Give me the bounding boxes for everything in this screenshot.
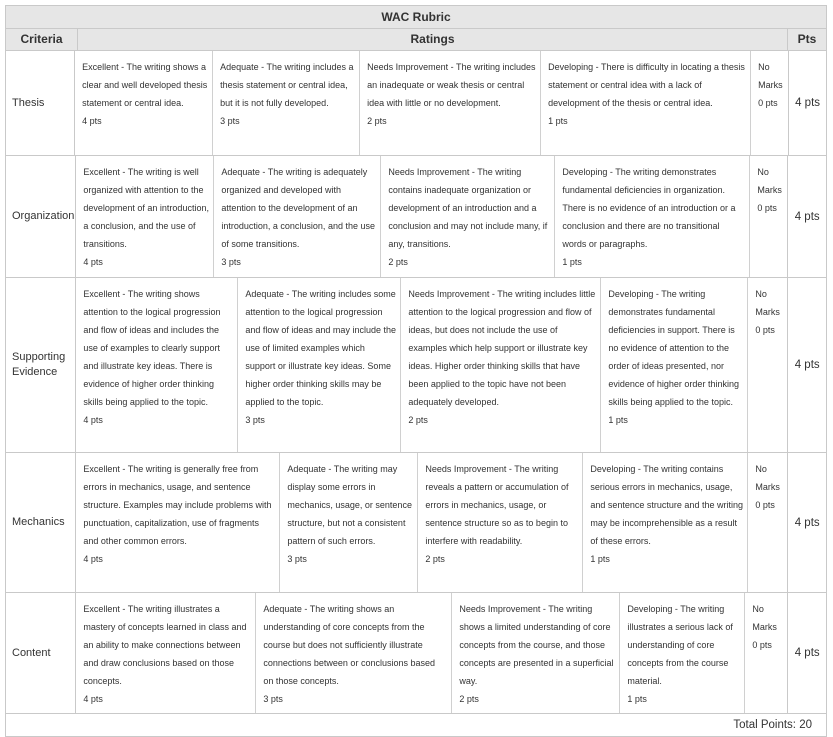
- rating-description: Adequate - The writing includes a thesis statement or central idea, but it is not fully developed.: [220, 62, 354, 108]
- rating-description: Adequate - The writing is adequately organized and developed with attention to the development of an introduction, a conclusion, and the use of some transitions.: [221, 167, 375, 249]
- rubric-row: [6, 278, 826, 453]
- ratings-group: [75, 51, 789, 155]
- rating-description: Excellent - The writing illustrates a mastery of concepts learned in class and an ability to make connections between and draw conclusions based on those concepts.: [83, 604, 247, 686]
- rating-excellent: [76, 156, 214, 277]
- rating-points: 0 pts: [755, 325, 775, 335]
- rating-description: No Marks: [758, 62, 783, 90]
- rating-points: 2 pts: [408, 415, 428, 425]
- rating-needs-improvement: [381, 156, 555, 277]
- rating-excellent: [75, 51, 213, 155]
- rating-developing: [555, 156, 750, 277]
- criterion-mechanics: Mechanics: [6, 453, 76, 592]
- rating-points: 3 pts: [287, 554, 307, 564]
- rating-adequate: [213, 51, 360, 155]
- rating-no-marks: [750, 156, 787, 277]
- criterion-content: Content: [6, 593, 76, 713]
- rating-description: Needs Improvement - The writing includes little attention to the logical progression and flow of ideas, but does not include the use of examples which help support or illustrate key ideas. Higher order thinking skills that have been applied to the topic have not been adequately developed.: [408, 289, 596, 407]
- rating-adequate: [214, 156, 381, 277]
- rating-description: Developing - The writing contains serious errors in mechanics, usage, and sentence structure and the writing may be incomprehensible as a result of these errors.: [590, 464, 743, 546]
- rating-points: 1 pts: [627, 694, 647, 704]
- rating-no-marks: [745, 593, 787, 713]
- rating-no-marks: [748, 453, 787, 592]
- header-pts: Pts: [797, 32, 817, 46]
- rating-description: Needs Improvement - The writing shows a limited understanding of core concepts from the course, and those concepts are presented in a superficial way.: [459, 604, 614, 686]
- criterion-points: 4 pts: [794, 359, 820, 371]
- rating-points: 4 pts: [83, 554, 103, 564]
- rating-description: Adequate - The writing includes some attention to the logical progression and flow of ideas and may include the use of limited examples which support or illustrate key ideas. Some higher order thinking skills may be applied to the topic.: [245, 289, 396, 407]
- rubric-title: WAC Rubric: [6, 6, 826, 29]
- rubric-row: [6, 156, 826, 278]
- rating-excellent: [76, 453, 280, 592]
- rating-needs-improvement: [360, 51, 541, 155]
- rating-points: 3 pts: [245, 415, 265, 425]
- rating-developing: [620, 593, 745, 713]
- rating-description: Adequate - The writing may display some errors in mechanics, usage, or sentence structure, but not a consistent pattern of such errors.: [287, 464, 412, 546]
- rubric-table: [5, 5, 827, 737]
- rating-adequate: [280, 453, 418, 592]
- rating-needs-improvement: [452, 593, 620, 713]
- rating-points: 0 pts: [757, 203, 777, 213]
- rating-excellent: [76, 593, 256, 713]
- criterion-organization: Organization: [6, 156, 76, 277]
- rubric-row: [6, 593, 826, 714]
- rating-description: No Marks: [757, 167, 782, 195]
- rating-description: Needs Improvement - The writing reveals a pattern or accumulation of errors in mechanics, usage, or sentence structure so as to begin to interfere with readability.: [425, 464, 569, 546]
- header-row: [6, 29, 826, 51]
- ratings-group: [76, 278, 788, 452]
- rating-needs-improvement: [418, 453, 583, 592]
- rating-adequate: [256, 593, 452, 713]
- rating-adequate: [238, 278, 401, 452]
- rating-description: Developing - The writing illustrates a serious lack of understanding of core concepts from the course material.: [627, 604, 733, 686]
- criterion-points: 4 pts: [795, 97, 821, 109]
- rating-description: No Marks: [752, 604, 777, 632]
- rating-points: 1 pts: [548, 116, 568, 126]
- rating-points: 3 pts: [220, 116, 240, 126]
- rating-points: 3 pts: [263, 694, 283, 704]
- rating-description: Adequate - The writing shows an understanding of core concepts from the course but does not sufficiently illustrate connections between or conclusions based on those concepts.: [263, 604, 435, 686]
- rating-points: 1 pts: [562, 257, 582, 267]
- rating-developing: [601, 278, 748, 452]
- rating-no-marks: [751, 51, 788, 155]
- rating-description: Developing - The writing demonstrates fundamental deficiencies in organization. There is no evidence of an introduction or a conclusion and there are no transitional words or paragraphs.: [562, 167, 736, 249]
- rating-points: 2 pts: [459, 694, 479, 704]
- rating-points: 3 pts: [221, 257, 241, 267]
- ratings-group: [76, 593, 788, 713]
- criterion-points: 4 pts: [794, 647, 820, 659]
- rating-points: 0 pts: [752, 640, 772, 650]
- rating-points: 1 pts: [608, 415, 628, 425]
- rating-points: 4 pts: [83, 257, 103, 267]
- total-points: Total Points: 20: [733, 719, 812, 731]
- rating-description: Needs Improvement - The writing includes an inadequate or weak thesis or central idea with little or no development.: [367, 62, 536, 108]
- rubric-row: [6, 51, 826, 156]
- criterion-supporting-evidence: Supporting Evidence: [6, 278, 76, 452]
- rating-description: Excellent - The writing is well organized with attention to the development of an introduction, a conclusion, and the use of transitions.: [83, 167, 209, 249]
- rating-points: 0 pts: [758, 98, 778, 108]
- rating-points: 4 pts: [83, 415, 103, 425]
- rating-points: 2 pts: [367, 116, 387, 126]
- rubric-rows: [6, 51, 826, 714]
- rating-needs-improvement: [401, 278, 601, 452]
- rating-description: No Marks: [755, 289, 780, 317]
- header-criteria: Criteria: [6, 29, 78, 50]
- ratings-group: [76, 453, 788, 592]
- rating-description: No Marks: [755, 464, 780, 492]
- rating-description: Needs Improvement - The writing contains inadequate organization or development of an introduction and a conclusion and may not include many, if any, transitions.: [388, 167, 548, 249]
- rubric-row: [6, 453, 826, 593]
- rating-description: Excellent - The writing shows a clear and well developed thesis statement or central idea.: [82, 62, 208, 108]
- rating-developing: [541, 51, 751, 155]
- criterion-thesis: Thesis: [6, 51, 75, 155]
- rating-points: 4 pts: [83, 694, 103, 704]
- rating-points: 0 pts: [755, 500, 775, 510]
- criterion-points: 4 pts: [794, 210, 820, 223]
- rating-excellent: [76, 278, 238, 452]
- header-ratings: Ratings: [78, 29, 788, 50]
- rating-points: 4 pts: [82, 116, 102, 126]
- rating-description: Excellent - The writing is generally free from errors in mechanics, usage, and sentence structure. Examples may include problems with punctuation, capitalization, use of fragments and other common errors.: [83, 464, 272, 546]
- rating-description: Developing - The writing demonstrates fundamental deficiencies in support. There is no evidence of attention to the order of ideas presented, nor evidence of higher order thinking skills being applied to the topic.: [608, 289, 739, 407]
- rating-points: 2 pts: [388, 257, 408, 267]
- rating-description: Developing - There is difficulty in locating a thesis statement or central idea with a lack of development of the thesis or central idea.: [548, 62, 745, 108]
- ratings-group: [76, 156, 788, 277]
- rating-description: Excellent - The writing shows attention to the logical progression and flow of ideas and includes the use of examples to clearly support and illustrate key ideas. There is evidence of higher order thinking skills being applied to the topic.: [83, 289, 221, 407]
- rating-points: 2 pts: [425, 554, 445, 564]
- rating-points: 1 pts: [590, 554, 610, 564]
- rating-developing: [583, 453, 748, 592]
- criterion-points: 4 pts: [794, 516, 820, 529]
- rating-no-marks: [748, 278, 787, 452]
